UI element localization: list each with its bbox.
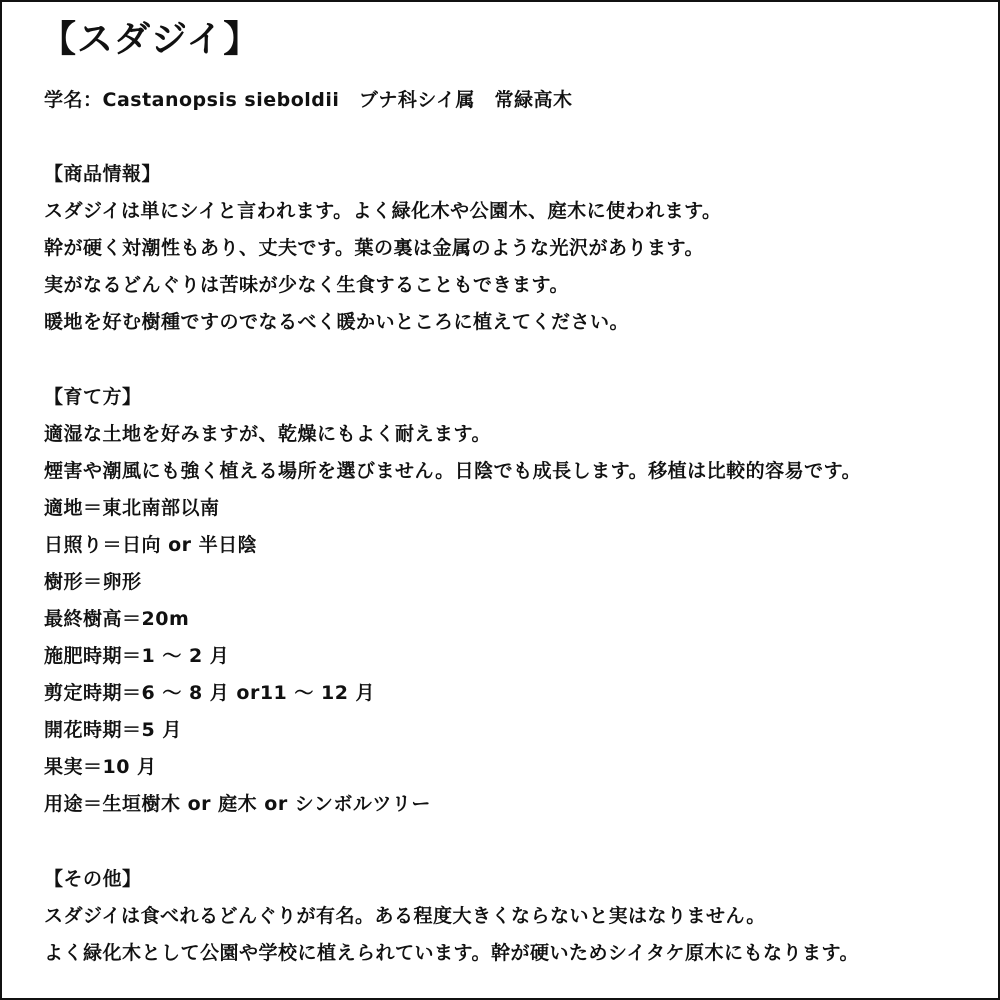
other-line: スダジイは食べれるどんぐりが有名。ある程度大きくならないと実はなりません。 [44,905,766,927]
how-to-grow-line: 適湿な土地を好みますが、乾燥にもよく耐えます。 [44,423,491,445]
section-heading-how-to-grow: 【育て方】 [44,386,142,408]
how-to-grow-line: 最終樹高＝20m [44,608,190,630]
how-to-grow-line: 果実＝10 月 [44,756,157,778]
page-title: 【スダジイ】 [40,19,261,60]
how-to-grow-line: 煙害や潮風にも強く植える場所を選びません。日陰でも成長します。移植は比較的容易です。 [44,460,862,482]
section-heading-other: 【その他】 [44,868,142,890]
other-line: よく緑化木として公園や学校に植えられています。幹が硬いためシイタケ原木にもなります。 [44,942,860,964]
product-info-line: スダジイは単にシイと言われます。よく緑化木や公園木、庭木に使われます。 [44,200,722,222]
product-info-line: 暖地を好む樹種ですのでなるべく暖かいところに植えてください。 [44,311,630,333]
how-to-grow-line: 日照り＝日向 or 半日陰 [44,534,258,556]
product-info-line: 実がなるどんぐりは苦味が少なく生食することもできます。 [44,274,569,296]
how-to-grow-line: 施肥時期＝1 ～ 2 月 [44,645,230,667]
how-to-grow-line: 用途＝生垣樹木 or 庭木 or シンボルツリー [44,793,431,815]
how-to-grow-line: 適地＝東北南部以南 [44,497,220,519]
scientific-name: 学名：Castanopsis sieboldii ブナ科シイ属 常緑高木 [44,89,573,111]
product-info-line: 幹が硬く対潮性もあり、丈夫です。葉の裏は金属のような光沢があります。 [44,237,704,259]
how-to-grow-line: 開花時期＝5 月 [44,719,182,741]
section-heading-product-info: 【商品情報】 [44,163,162,185]
how-to-grow-line: 剪定時期＝6 ～ 8 月 or11 ～ 12 月 [44,682,376,704]
how-to-grow-line: 樹形＝卵形 [44,571,142,593]
